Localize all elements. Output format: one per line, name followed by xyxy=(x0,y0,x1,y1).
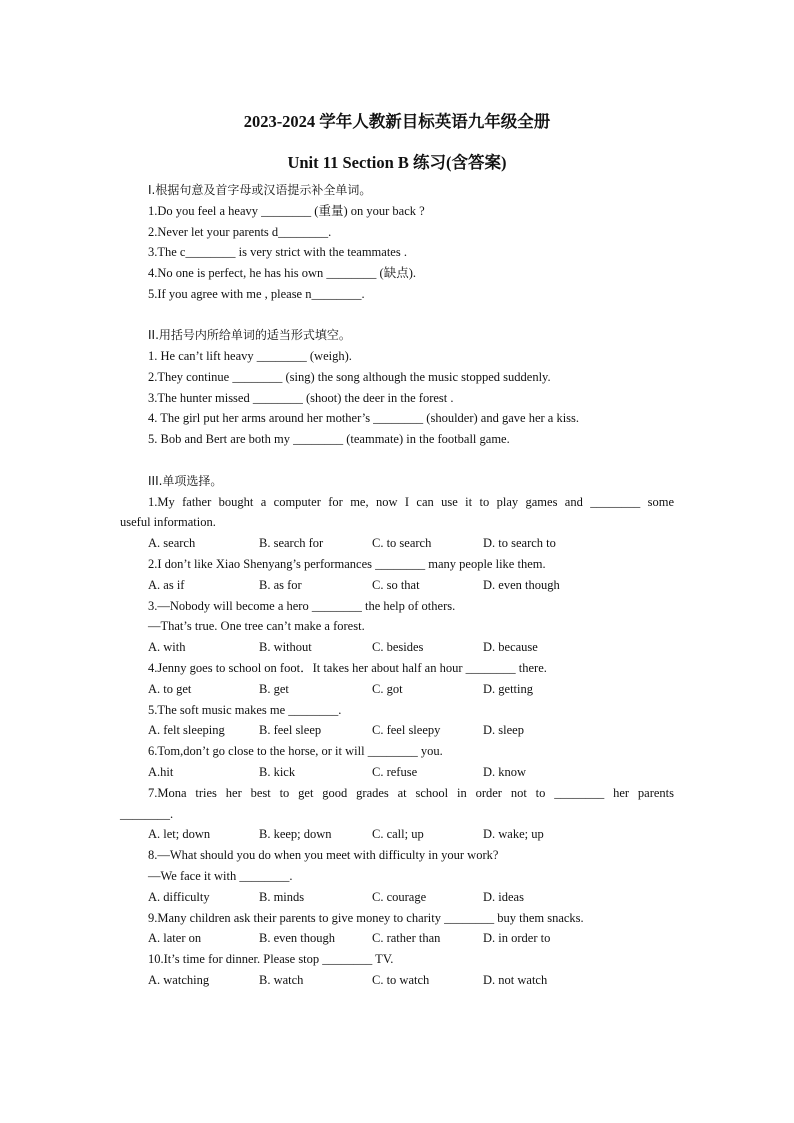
q4-option-b: B. get xyxy=(259,682,289,696)
q9-option-d: D. in order to xyxy=(483,931,551,945)
q7-stem: 7.Mona tries her best to get good grades at school in order not to ________ her parents xyxy=(148,786,674,800)
q10-option-a: A. watching xyxy=(148,973,210,987)
section3-heading: III.单项选择。 xyxy=(148,474,223,488)
q9-stem: 9.Many children ask their parents to give money to charity ________ buy them snacks. xyxy=(148,911,584,925)
q7-option-d: D. wake; up xyxy=(483,827,544,841)
q5-option-c: C. feel sleepy xyxy=(372,723,441,737)
section1-item-3: 3.The c________ is very strict with the teammates . xyxy=(148,245,407,259)
section1-item-1: 1.Do you feel a heavy ________ (重量) on your back ? xyxy=(148,204,425,218)
q5-option-a: A. felt sleeping xyxy=(148,723,225,737)
q8-option-d: D. ideas xyxy=(483,890,524,904)
q1-option-a: A. search xyxy=(148,536,196,550)
q6-stem: 6.Tom,don’t go close to the horse, or it will ________ you. xyxy=(148,744,443,758)
q10-option-b: B. watch xyxy=(259,973,304,987)
q3-option-d: D. because xyxy=(483,640,538,654)
q4-option-d: D. getting xyxy=(483,682,533,696)
q2-option-c: C. so that xyxy=(372,578,420,592)
q2-option-d: D. even though xyxy=(483,578,560,592)
q2-stem: 2.I don’t like Xiao Shenyang’s performances ________ many people like them. xyxy=(148,557,546,571)
section2-item-1: 1. He can’t lift heavy ________ (weigh). xyxy=(148,349,352,363)
q9-option-a: A. later on xyxy=(148,931,202,945)
q3-option-c: C. besides xyxy=(372,640,424,654)
section1-heading: I.根据句意及首字母或汉语提示补全单词。 xyxy=(148,183,372,197)
section2-item-3: 3.The hunter missed ________ (shoot) the deer in the forest . xyxy=(148,391,454,405)
q5-stem: 5.The soft music makes me ________. xyxy=(148,703,342,717)
q1-option-b: B. search for xyxy=(259,536,324,550)
document-subtitle: Unit 11 Section B 练习(含答案) xyxy=(287,153,507,172)
document-title: 2023-2024 学年人教新目标英语九年级全册 xyxy=(243,112,551,131)
q6-option-b: B. kick xyxy=(259,765,296,779)
q3-option-a: A. with xyxy=(148,640,186,654)
q3-stem-cont: —That’s true. One tree can’t make a forest. xyxy=(148,619,365,633)
q8-stem-cont: —We face it with ________. xyxy=(148,869,293,883)
q6-option-d: D. know xyxy=(483,765,527,779)
q2-option-a: A. as if xyxy=(148,578,185,592)
section1-item-4: 4.No one is perfect, he has his own ________ (缺点). xyxy=(148,266,417,280)
q1-stem-cont: useful information. xyxy=(120,515,216,529)
q9-option-b: B. even though xyxy=(259,931,336,945)
section1-item-2: 2.Never let your parents d________. xyxy=(148,225,332,239)
q1-option-d: D. to search to xyxy=(483,536,556,550)
section2-item-5: 5. Bob and Bert are both my ________ (teammate) in the football game. xyxy=(148,432,510,446)
q9-option-c: C. rather than xyxy=(372,931,441,945)
q1-stem: 1.My father bought a computer for me, now I can use it to play games and ________ some xyxy=(148,495,674,509)
q4-option-c: C. got xyxy=(372,682,403,696)
q3-stem: 3.—Nobody will become a hero ________ the help of others. xyxy=(148,599,456,613)
q6-option-a: A.hit xyxy=(148,765,174,779)
q7-stem-cont: ________. xyxy=(120,807,174,821)
q3-option-b: B. without xyxy=(259,640,312,654)
q8-stem: 8.—What should you do when you meet with difficulty in your work? xyxy=(148,848,499,862)
q4-option-a: A. to get xyxy=(148,682,192,696)
section2-item-2: 2.They continue ________ (sing) the song although the music stopped suddenly. xyxy=(148,370,551,384)
section2-heading: II.用括号内所给单词的适当形式填空。 xyxy=(148,328,351,342)
q10-option-c: C. to watch xyxy=(372,973,430,987)
q7-option-b: B. keep; down xyxy=(259,827,332,841)
q5-option-d: D. sleep xyxy=(483,723,524,737)
q8-option-b: B. minds xyxy=(259,890,305,904)
q1-option-c: C. to search xyxy=(372,536,432,550)
section2-item-4: 4. The girl put her arms around her mother’s ________ (shoulder) and gave her a kiss. xyxy=(148,411,580,425)
q10-stem: 10.It’s time for dinner. Please stop ________ TV. xyxy=(148,952,394,966)
q2-option-b: B. as for xyxy=(259,578,302,592)
q8-option-a: A. difficulty xyxy=(148,890,210,904)
q7-option-a: A. let; down xyxy=(148,827,211,841)
section1-item-5: 5.If you agree with me , please n________. xyxy=(148,287,365,301)
q10-option-d: D. not watch xyxy=(483,973,548,987)
q8-option-c: C. courage xyxy=(372,890,427,904)
q5-option-b: B. feel sleep xyxy=(259,723,322,737)
q7-option-c: C. call; up xyxy=(372,827,424,841)
q6-option-c: C. refuse xyxy=(372,765,418,779)
q4-stem: 4.Jenny goes to school on foot．It takes her about half an hour ________ there. xyxy=(148,661,547,675)
